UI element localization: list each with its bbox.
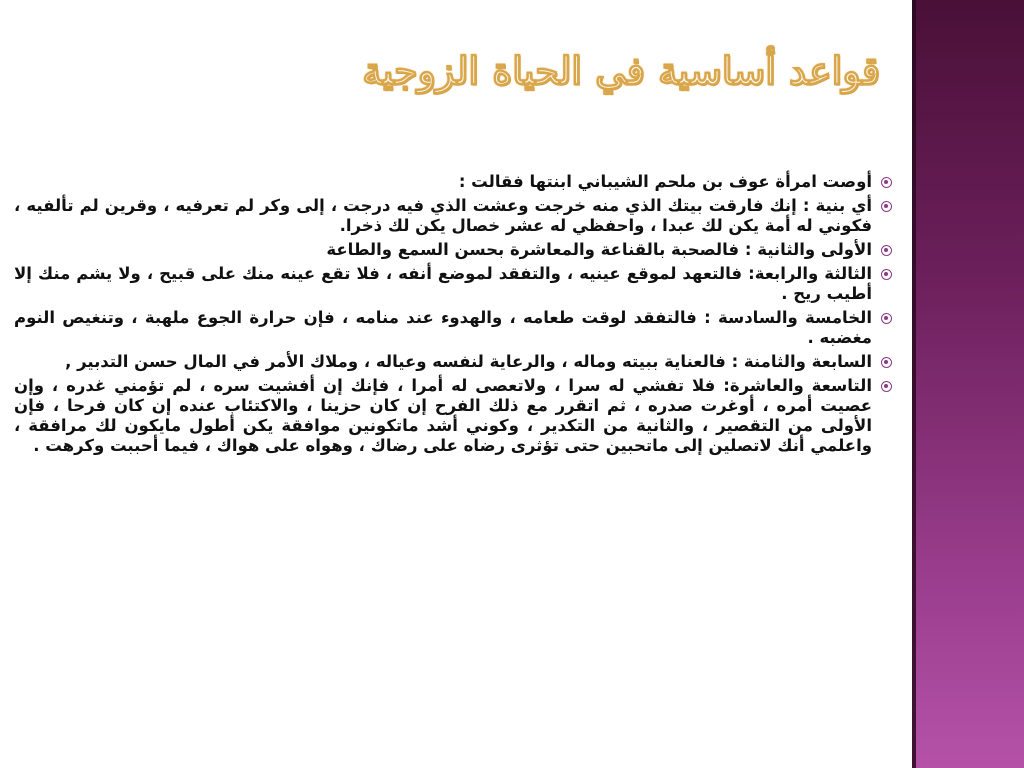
bullet-circle-icon (881, 201, 892, 212)
bullet-item (14, 196, 894, 236)
bullet-item (14, 264, 894, 304)
bullet-text: أي بنية : إنك فارقت بيتك الذي منه خرجت وعشت الذي فيه درجت ، إلى وكر لم تعرفيه ، وقرين لم تألفيه ، فكوني له أمة يكن لك عبدا ، واحفظي له عشر خصال يكن لك ذخرا. (14, 196, 872, 235)
bullet-circle-icon (881, 269, 892, 280)
bullet-item (14, 172, 894, 192)
bullet-circle-icon (881, 313, 892, 324)
decorative-side-band (912, 0, 1024, 768)
bullet-circle-icon (881, 381, 892, 392)
bullet-circle-icon (881, 357, 892, 368)
slide-content (14, 172, 894, 460)
bullet-circle-icon (881, 177, 892, 188)
bullet-item (14, 240, 894, 260)
slide-title: قواعد أساسية في الحياة الزوجية (362, 48, 880, 93)
bullet-text: الأولى والثانية : فالصحبة بالقناعة والمعاشرة بحسن السمع والطاعة (326, 240, 872, 259)
bullet-text: التاسعة والعاشرة: فلا تفشي له سرا ، ولاتعصى له أمرا ، فإنك إن أفشيت سره ، لم تؤمني غدره ، وإن عصيت أمره ، أوغرت صدره ، ثم اتقرر مع ذلك الفرح إن كان حزينا ، والاكتئاب عنده إن كان فرحا ، فإن الأولى من التقصير ، والثانية من التكدير ، وكوني أشد ماتكونين موافقة يكن أطول مايكون لك مرافقة ، واعلمي أنك لاتصلين إلى ماتحبين حتى تؤثرى رضاه على رضاك ، وهواه على هواك ، فيما أحببت وكرهت . (14, 376, 872, 455)
bullet-text: الثالثة والرابعة: فالتعهد لموقع عينيه ، والتفقد لموضع أنفه ، فلا تقع عينه منك على قبيح ، ولا يشم منك إلا أطيب ريح . (14, 264, 872, 303)
bullet-text: الخامسة والسادسة : فالتفقد لوقت طعامه ، والهدوء عند منامه ، فإن حرارة الجوع ملهبة ، وتنغيص النوم مغضبه . (14, 308, 872, 347)
bullet-text: أوصت امرأة عوف بن ملحم الشيباني ابنتها فقالت : (458, 172, 872, 191)
bullet-text: السابعة والثامنة : فالعناية ببيته وماله ، والرعاية لنفسه وعياله ، وملاك الأمر في المال حسن التدبير , (65, 352, 872, 371)
bullet-item (14, 352, 894, 372)
bullet-item (14, 308, 894, 348)
bullet-circle-icon (881, 245, 892, 256)
bullet-item (14, 376, 894, 456)
